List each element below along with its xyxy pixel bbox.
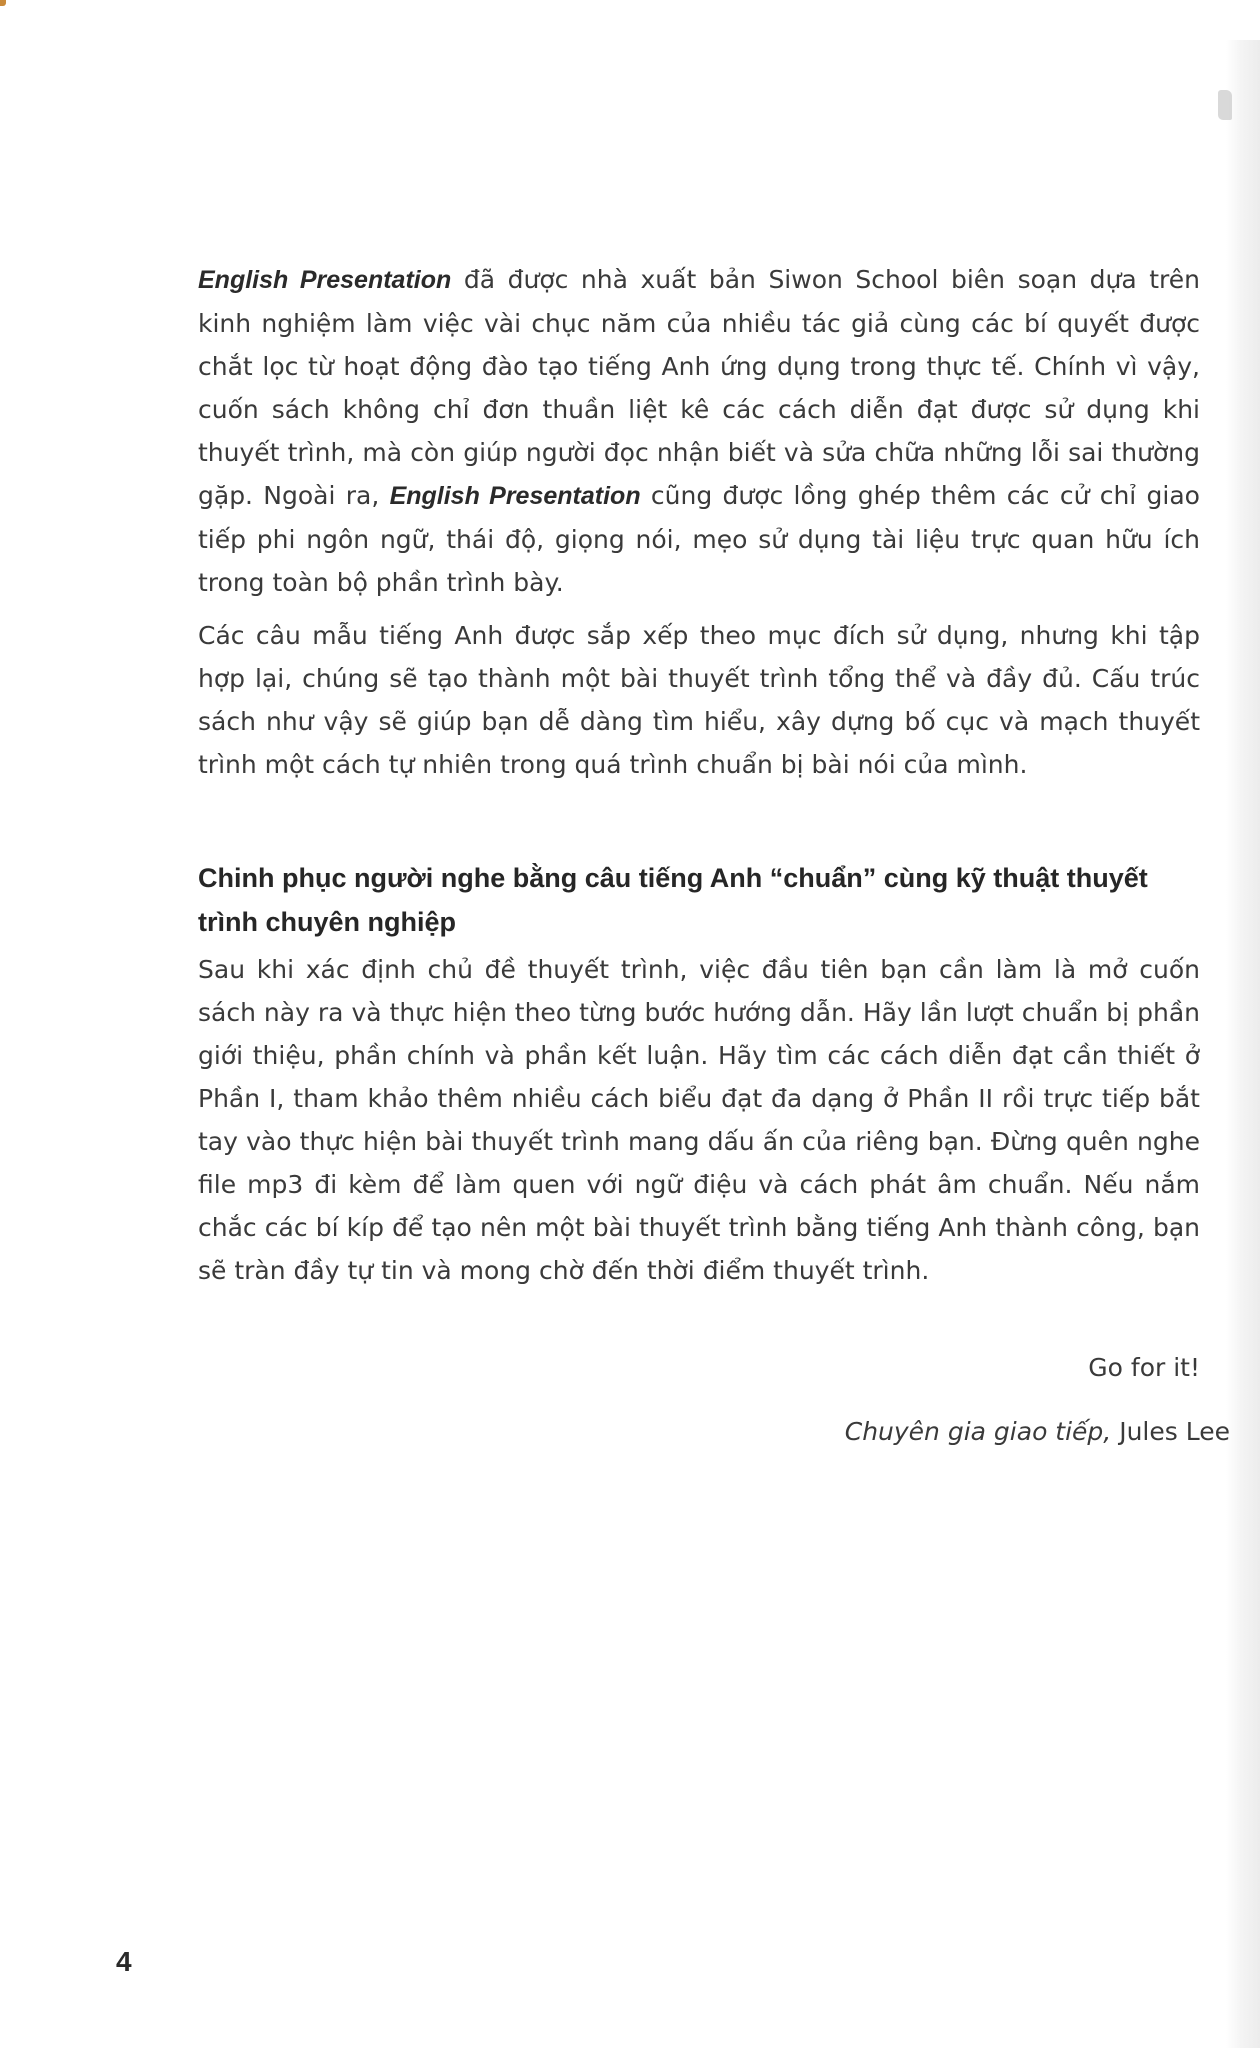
corner-smudge [1218,90,1232,120]
intro-paragraph-1-text: đã được nhà xuất bản Siwon School biên soạn dựa trên kinh nghiệm làm việc vài chục năm của nhiều tác giả cùng các bí quyết được chắt lọc từ hoạt động đào tạo tiếng Anh ứng dụng trong thực tế. Chính vì vậy, cuốn sách không chỉ đơn thuần liệt kê các cách diễn đạt được sử dụng khi thuyết trình, mà còn giúp người đọc nhận biết và sửa chữa những lỗi sai thường gặp. Ngoài ra, [198,265,1200,510]
intro-paragraph-2: Các câu mẫu tiếng Anh được sắp xếp theo mục đích sử dụng, nhưng khi tập hợp lại, chúng sẽ tạo thành một bài thuyết trình tổng thể và đầy đủ. Cấu trúc sách như vậy sẽ giúp bạn dễ dàng tìm hiểu, xây dựng bố cục và mạch thuyết trình một cách tự nhiên trong quá trình chuẩn bị bài nói của mình. [198,621,1200,779]
signature-role: Chuyên gia giao tiếp, [844,1417,1112,1446]
signature [700,1410,1230,1453]
section-body: Sau khi xác định chủ đề thuyết trình, việc đầu tiên bạn cần làm là mở cuốn sách này ra và thực hiện theo từng bước hướng dẫn. Hãy lần lượt chuẩn bị phần giới thiệu, phần chính và phần kết luận. Hãy tìm các cách diễn đạt cần thiết ở Phần I, tham khảo thêm nhiều cách biểu đạt đa dạng ở Phần II rồi trực tiếp bắt tay vào thực hiện bài thuyết trình mang dấu ấn của riêng bạn. Đừng quên nghe file mp3 đi kèm để làm quen với ngữ điệu và cách phát âm chuẩn. Nếu nắm chắc các bí kíp để tạo nên một bài thuyết trình bằng tiếng Anh thành công, bạn sẽ tràn đầy tự tin và mong chờ đến thời điểm thuyết trình. [198,955,1200,1285]
signature-author: Jules Lee [1119,1417,1230,1446]
closing-line: Go for it! [1088,1353,1200,1382]
book-title-2: English Presentation [389,482,641,510]
section-heading: Chinh phục người nghe bằng câu tiếng Anh “chuẩn” cùng kỹ thuật thuyết trình chuyên nghiệp [198,863,1148,937]
print-mark [0,0,6,6]
page-edge-shadow [1226,40,1260,2048]
intro-paragraph-1-text-2: cũng được lồng ghép thêm các cử chỉ giao tiếp phi ngôn ngữ, thái độ, giọng nói, mẹo sử dụng tài liệu trực quan hữu ích trong toàn bộ phần trình bày. [198,481,1200,597]
book-title: English Presentation [198,266,452,294]
page-number: 4 [116,1946,132,1977]
page-content [198,258,1200,1292]
intro-paragraph-1 [198,258,1200,604]
